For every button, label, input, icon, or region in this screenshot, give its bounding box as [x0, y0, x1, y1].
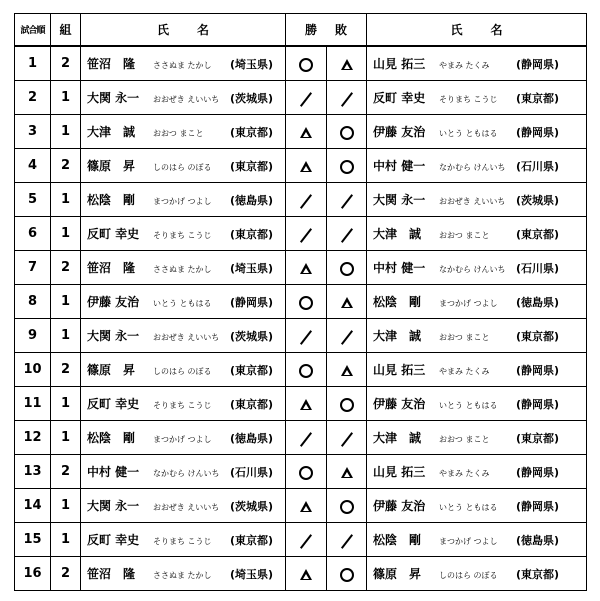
group-number: 2	[51, 353, 81, 387]
loss-triangle-icon	[299, 126, 313, 140]
result-left	[286, 251, 327, 285]
win-circle-icon	[299, 58, 313, 72]
match-number: 5	[15, 183, 51, 217]
result-right	[327, 523, 367, 557]
result-right	[327, 46, 367, 81]
match-number: 3	[15, 115, 51, 149]
no-result-slash-icon	[299, 194, 313, 208]
player-prefecture: (茨城県)	[516, 194, 560, 207]
table-header-row	[15, 14, 587, 47]
table-row	[15, 319, 587, 353]
player-name: 反町 幸史	[87, 397, 140, 411]
match-number: 7	[15, 251, 51, 285]
player-kana: そりまち こうじ	[439, 95, 498, 104]
result-right	[327, 149, 367, 183]
no-result-slash-icon	[299, 330, 313, 344]
player-left	[81, 251, 286, 285]
player-prefecture: (東京都)	[230, 398, 274, 411]
player-name: 笹沼 隆	[87, 57, 136, 71]
header-group: 組	[51, 14, 81, 47]
player-name: 笹沼 隆	[87, 261, 136, 275]
player-kana: いとう ともはる	[439, 129, 498, 138]
player-prefecture: (石川県)	[516, 160, 560, 173]
loss-triangle-icon	[340, 58, 354, 72]
player-name: 伊藤 友治	[373, 125, 426, 139]
player-prefecture: (静岡県)	[516, 126, 560, 139]
result-right	[327, 557, 367, 591]
player-prefecture: (茨城県)	[230, 330, 274, 343]
player-name: 大津 誠	[87, 125, 136, 139]
player-name: 篠原 昇	[373, 567, 422, 581]
table-row	[15, 183, 587, 217]
result-right	[327, 387, 367, 421]
player-name: 反町 幸史	[87, 227, 140, 241]
player-right	[367, 421, 587, 455]
win-circle-icon	[340, 568, 354, 582]
player-kana: おおぜき えいいち	[439, 197, 506, 206]
player-prefecture: (茨城県)	[230, 92, 274, 105]
player-left	[81, 353, 286, 387]
result-right	[327, 353, 367, 387]
group-number: 2	[51, 46, 81, 81]
loss-triangle-icon	[340, 364, 354, 378]
result-left	[286, 455, 327, 489]
no-result-slash-icon	[340, 194, 354, 208]
table-row	[15, 217, 587, 251]
result-left	[286, 353, 327, 387]
player-kana: おおつ まこと	[153, 129, 204, 138]
player-kana: ささぬま たかし	[153, 265, 212, 274]
group-number: 1	[51, 523, 81, 557]
group-number: 1	[51, 183, 81, 217]
player-name: 松陰 剛	[87, 193, 136, 207]
group-number: 1	[51, 387, 81, 421]
player-name: 笹沼 隆	[87, 567, 136, 581]
match-number: 1	[15, 46, 51, 81]
player-prefecture: (埼玉県)	[230, 58, 274, 71]
player-kana: ささぬま たかし	[153, 571, 212, 580]
group-number: 1	[51, 489, 81, 523]
win-circle-icon	[299, 466, 313, 480]
player-kana: まつかげ つよし	[439, 299, 498, 308]
player-name: 大津 誠	[373, 431, 422, 445]
player-name: 中村 健一	[373, 261, 426, 275]
header-result: 勝敗	[286, 14, 367, 47]
player-name: 中村 健一	[373, 159, 426, 173]
table-row	[15, 115, 587, 149]
table-row	[15, 251, 587, 285]
player-right	[367, 115, 587, 149]
no-result-slash-icon	[299, 92, 313, 106]
group-number: 1	[51, 115, 81, 149]
player-right	[367, 387, 587, 421]
group-number: 1	[51, 217, 81, 251]
loss-triangle-icon	[299, 398, 313, 412]
player-name: 中村 健一	[87, 465, 140, 479]
player-prefecture: (東京都)	[516, 432, 560, 445]
table-row	[15, 387, 587, 421]
player-name: 伊藤 友治	[373, 397, 426, 411]
player-name: 篠原 昇	[87, 363, 136, 377]
loss-triangle-icon	[340, 466, 354, 480]
player-left	[81, 387, 286, 421]
player-name: 大関 永一	[87, 91, 140, 105]
player-kana: そりまち こうじ	[153, 401, 212, 410]
player-name: 大津 誠	[373, 227, 422, 241]
result-left	[286, 217, 327, 251]
table-row	[15, 149, 587, 183]
match-number: 4	[15, 149, 51, 183]
player-prefecture: (東京都)	[516, 92, 560, 105]
player-right	[367, 251, 587, 285]
group-number: 2	[51, 149, 81, 183]
player-prefecture: (静岡県)	[516, 398, 560, 411]
player-right	[367, 183, 587, 217]
player-name: 反町 幸史	[373, 91, 426, 105]
player-prefecture: (東京都)	[230, 126, 274, 139]
no-result-slash-icon	[299, 534, 313, 548]
player-left	[81, 46, 286, 81]
result-right	[327, 285, 367, 319]
player-kana: なかむら けんいち	[153, 469, 220, 478]
player-kana: いとう ともはる	[439, 503, 498, 512]
player-prefecture: (徳島県)	[230, 432, 274, 445]
player-prefecture: (徳島県)	[516, 534, 560, 547]
player-kana: まつかげ つよし	[153, 435, 212, 444]
match-number: 12	[15, 421, 51, 455]
result-right	[327, 455, 367, 489]
match-number: 13	[15, 455, 51, 489]
player-kana: そりまち こうじ	[153, 231, 212, 240]
player-prefecture: (静岡県)	[230, 296, 274, 309]
player-right	[367, 353, 587, 387]
group-number: 1	[51, 319, 81, 353]
player-prefecture: (静岡県)	[516, 466, 560, 479]
player-kana: おおつ まこと	[439, 435, 490, 444]
player-left	[81, 217, 286, 251]
player-prefecture: (東京都)	[230, 364, 274, 377]
player-right	[367, 46, 587, 81]
match-results-sheet	[14, 13, 586, 590]
player-right	[367, 285, 587, 319]
player-left	[81, 455, 286, 489]
loss-triangle-icon	[299, 500, 313, 514]
player-right	[367, 319, 587, 353]
player-kana: なかむら けんいち	[439, 163, 506, 172]
player-kana: おおぜき えいいち	[153, 503, 220, 512]
player-kana: おおつ まこと	[439, 333, 490, 342]
player-left	[81, 421, 286, 455]
match-number: 15	[15, 523, 51, 557]
player-left	[81, 81, 286, 115]
table-row	[15, 523, 587, 557]
player-name: 伊藤 友治	[373, 499, 426, 513]
player-left	[81, 557, 286, 591]
player-prefecture: (東京都)	[516, 228, 560, 241]
result-left	[286, 115, 327, 149]
header-name-left: 氏名	[81, 14, 286, 47]
player-kana: なかむら けんいち	[439, 265, 506, 274]
result-right	[327, 319, 367, 353]
player-prefecture: (埼玉県)	[230, 262, 274, 275]
match-number: 16	[15, 557, 51, 591]
result-left	[286, 46, 327, 81]
header-name-right: 氏名	[367, 14, 587, 47]
result-left	[286, 387, 327, 421]
player-prefecture: (静岡県)	[516, 364, 560, 377]
result-left	[286, 557, 327, 591]
table-row	[15, 489, 587, 523]
player-kana: やまみ たくみ	[439, 469, 490, 478]
no-result-slash-icon	[340, 330, 354, 344]
table-row	[15, 455, 587, 489]
player-left	[81, 115, 286, 149]
player-name: 篠原 昇	[87, 159, 136, 173]
table-row	[15, 421, 587, 455]
player-name: 大津 誠	[373, 329, 422, 343]
win-circle-icon	[340, 126, 354, 140]
player-prefecture: (東京都)	[516, 330, 560, 343]
group-number: 1	[51, 285, 81, 319]
result-left	[286, 319, 327, 353]
group-number: 2	[51, 455, 81, 489]
win-circle-icon	[299, 364, 313, 378]
result-left	[286, 81, 327, 115]
table-row	[15, 353, 587, 387]
no-result-slash-icon	[340, 534, 354, 548]
win-circle-icon	[340, 160, 354, 174]
result-right	[327, 489, 367, 523]
result-left	[286, 421, 327, 455]
table-row	[15, 81, 587, 115]
player-name: 山見 拓三	[373, 363, 426, 377]
player-prefecture: (埼玉県)	[230, 568, 274, 581]
player-kana: いとう ともはる	[153, 299, 212, 308]
player-kana: いとう ともはる	[439, 401, 498, 410]
result-right	[327, 115, 367, 149]
player-kana: しのはら のぼる	[439, 571, 498, 580]
player-right	[367, 489, 587, 523]
player-name: 伊藤 友治	[87, 295, 140, 309]
player-kana: やまみ たくみ	[439, 367, 490, 376]
player-kana: ささぬま たかし	[153, 61, 212, 70]
result-left	[286, 285, 327, 319]
match-number: 9	[15, 319, 51, 353]
win-circle-icon	[299, 296, 313, 310]
player-kana: やまみ たくみ	[439, 61, 490, 70]
player-name: 松陰 剛	[373, 533, 422, 547]
match-number: 8	[15, 285, 51, 319]
player-right	[367, 217, 587, 251]
header-match-order: 試合順	[15, 14, 51, 47]
group-number: 2	[51, 251, 81, 285]
player-left	[81, 183, 286, 217]
result-right	[327, 183, 367, 217]
player-kana: おおつ まこと	[439, 231, 490, 240]
no-result-slash-icon	[340, 432, 354, 446]
player-prefecture: (徳島県)	[230, 194, 274, 207]
player-prefecture: (静岡県)	[516, 58, 560, 71]
player-right	[367, 149, 587, 183]
player-left	[81, 319, 286, 353]
win-circle-icon	[340, 500, 354, 514]
no-result-slash-icon	[299, 432, 313, 446]
no-result-slash-icon	[340, 92, 354, 106]
player-left	[81, 149, 286, 183]
player-kana: しのはら のぼる	[153, 367, 212, 376]
player-kana: そりまち こうじ	[153, 537, 212, 546]
player-name: 大関 永一	[87, 499, 140, 513]
player-right	[367, 81, 587, 115]
player-name: 大関 永一	[373, 193, 426, 207]
match-number: 14	[15, 489, 51, 523]
player-right	[367, 523, 587, 557]
player-name: 松陰 剛	[373, 295, 422, 309]
player-right	[367, 557, 587, 591]
player-name: 反町 幸史	[87, 533, 140, 547]
player-prefecture: (茨城県)	[230, 500, 274, 513]
player-kana: しのはら のぼる	[153, 163, 212, 172]
player-kana: まつかげ つよし	[439, 537, 498, 546]
player-right	[367, 455, 587, 489]
no-result-slash-icon	[340, 228, 354, 242]
match-results-table	[14, 13, 587, 591]
player-prefecture: (東京都)	[230, 160, 274, 173]
no-result-slash-icon	[299, 228, 313, 242]
loss-triangle-icon	[340, 296, 354, 310]
player-prefecture: (東京都)	[230, 228, 274, 241]
result-left	[286, 489, 327, 523]
group-number: 1	[51, 81, 81, 115]
player-prefecture: (石川県)	[516, 262, 560, 275]
result-left	[286, 183, 327, 217]
loss-triangle-icon	[299, 160, 313, 174]
player-kana: まつかげ つよし	[153, 197, 212, 206]
player-prefecture: (静岡県)	[516, 500, 560, 513]
group-number: 1	[51, 421, 81, 455]
player-left	[81, 285, 286, 319]
table-body	[15, 46, 587, 591]
group-number: 2	[51, 557, 81, 591]
player-prefecture: (東京都)	[230, 534, 274, 547]
player-prefecture: (石川県)	[230, 466, 274, 479]
table-row	[15, 557, 587, 591]
player-prefecture: (東京都)	[516, 568, 560, 581]
result-left	[286, 149, 327, 183]
player-name: 松陰 剛	[87, 431, 136, 445]
player-kana: おおぜき えいいち	[153, 333, 220, 342]
result-right	[327, 217, 367, 251]
win-circle-icon	[340, 262, 354, 276]
player-left	[81, 523, 286, 557]
result-right	[327, 81, 367, 115]
player-prefecture: (徳島県)	[516, 296, 560, 309]
match-number: 11	[15, 387, 51, 421]
match-number: 6	[15, 217, 51, 251]
win-circle-icon	[340, 398, 354, 412]
table-row	[15, 285, 587, 319]
match-number: 10	[15, 353, 51, 387]
player-name: 山見 拓三	[373, 57, 426, 71]
result-right	[327, 251, 367, 285]
loss-triangle-icon	[299, 262, 313, 276]
player-left	[81, 489, 286, 523]
player-name: 大関 永一	[87, 329, 140, 343]
result-right	[327, 421, 367, 455]
table-row	[15, 46, 587, 81]
loss-triangle-icon	[299, 568, 313, 582]
player-kana: おおぜき えいいち	[153, 95, 220, 104]
result-left	[286, 523, 327, 557]
player-name: 山見 拓三	[373, 465, 426, 479]
match-number: 2	[15, 81, 51, 115]
